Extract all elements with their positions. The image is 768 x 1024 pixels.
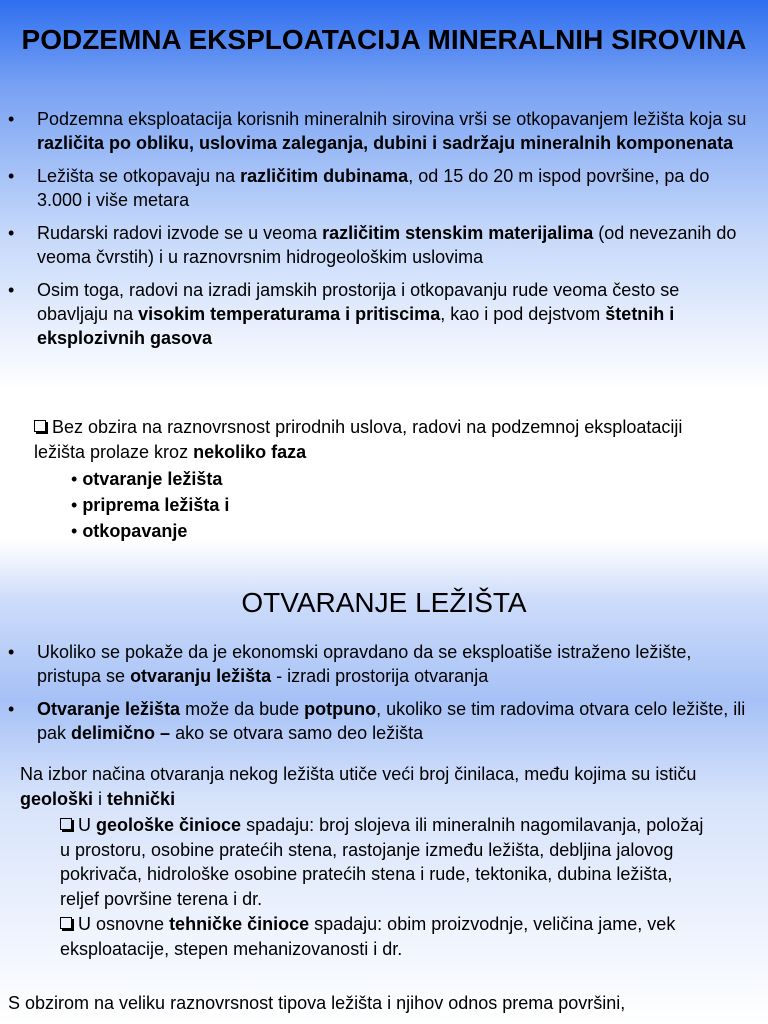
- list-item: • Ukoliko se pokaže da je ekonomski opravdano da se eksploatiše istraženo ležište, pristupa se otvaranju ležišta - izradi prostorija otvaranja: [0, 640, 768, 688]
- list-item: • Podzemna eksploatacija korisnih mineralnih sirovina vrši se otkopavanjem ležišta koja su različita po obliku, uslovima zaleganja, dubini i sadržaju mineralnih komponenata: [0, 107, 768, 155]
- list-item: • otkopavanje: [71, 518, 229, 544]
- phases-intro: Bez obzira na raznovrsnost prirodnih uslova, radovi na podzemnoj eksploataciji ležišta prolaze kroz nekoliko faza: [34, 417, 683, 462]
- list-item: • Ležišta se otkopavaju na različitim dubinama, od 15 do 20 m ispod površine, pa do 3.000 i više metara: [0, 164, 768, 212]
- geological-factors: U geološke činioce spadaju: broj slojeva ili mineralnih nagomilavanja, položaj u prostoru, osobine pratećih stena, rastojanje između ležišta, debljina jalovog pokrivača, hidrološke osobine pratećih stena i rude, tektonika, dubina ležišta, reljef površine terena i dr.: [60, 815, 704, 909]
- bullet-list: [0, 107, 768, 350]
- technical-factors: U osnovne tehničke činioce spadaju: obim proizvodnje, veličina jame, vek eksploatacije, stepen mehanizovanosti i dr.: [60, 914, 676, 959]
- footer-text: S obzirom na veliku raznovrsnost tipova ležišta i njihov odnos prema površini,: [8, 993, 626, 1013]
- list-item: • Osim toga, radovi na izradi jamskih prostorija i otkopavanju rude veoma često se obavljaju na visokim temperaturama i pritiscima, kao i pod dejstvom štetnih i eksplozivnih gasova: [0, 278, 768, 350]
- slide-title: OTVARANJE LEŽIŠTA: [241, 587, 527, 618]
- checkbox-icon: [60, 917, 72, 929]
- list-item: • otvaranje ležišta: [71, 466, 229, 492]
- checkbox-icon: [34, 420, 46, 432]
- factors-intro: Na izbor načina otvaranja nekog ležišta utiče veći broj činilaca, među kojima su ističu geološki i tehnički: [20, 764, 697, 809]
- bullet-list: [0, 640, 768, 754]
- checkbox-icon: [60, 818, 72, 830]
- slide-title: PODZEMNA EKSPLOATACIJA MINERALNIH SIROVINA: [21, 24, 747, 55]
- list-item: • Otvaranje ležišta može da bude potpuno, ukoliko se tim radovima otvara celo ležište, ili pak delimično – ako se otvara samo deo ležišta: [0, 697, 768, 745]
- list-item: • Rudarski radovi izvode se u veoma različitim stenskim materijalima (od nevezanih do veoma čvrstih) i u raznovrsnim hidrogeološkim uslovima: [0, 221, 768, 269]
- phases-list: [71, 466, 229, 544]
- list-item: • priprema ležišta i: [71, 492, 229, 518]
